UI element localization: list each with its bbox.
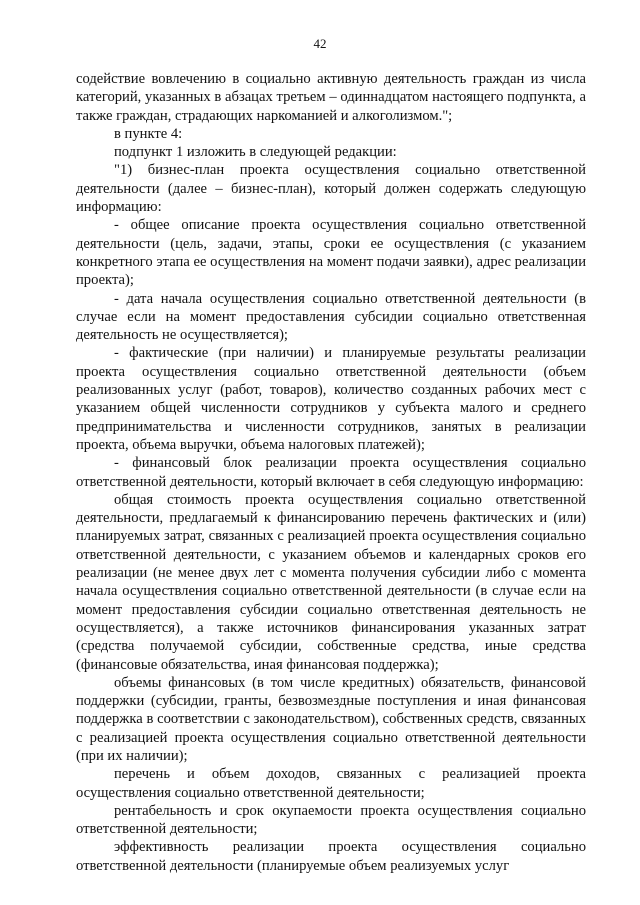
document-body (76, 70, 586, 875)
paragraph: перечень и объем доходов, связанных с реализацией проекта осуществления социально ответственной деятельности; (76, 766, 586, 801)
paragraph: рентабельность и срок окупаемости проекта осуществления социально ответственной деятельности; (76, 802, 586, 838)
page-number: 42 (313, 36, 327, 51)
paragraph: - фактические (при наличии) и планируемые результаты реализации проекта осуществления социально ответственной деятельности (объем реализованных услуг (работ, товаров), количество созданных рабочих мест с указанием общей численности сотрудников у субъекта малого и среднего предпринимательства и численности сотрудников, занятых в реализации проекта, объема выручки, объема налоговых платежей); (76, 345, 586, 453)
paragraph: подпункт 1 изложить в следующей редакции: (114, 144, 397, 161)
paragraph: общая стоимость проекта осуществления социально ответственной деятельности, предлагаемый к финансированию перечень фактических и (или) планируемых затрат, связанных с реализацией проекта осуществления социально ответственной деятельности, с указанием объемов и календарных сроков его реализации (не менее двух лет с момента получения субсидии либо с момента начала осуществления социально ответственной деятельности (в случае если на момент предоставления субсидии социально ответственная деятельность не осуществляется), а также источников финансирования указанных затрат (средства получаемой субсидии, собственные средства, иные средства (финансовые обязательства, иная финансовая поддержка); (76, 491, 586, 673)
paragraph: - дата начала осуществления социально ответственной деятельности (в случае если на момент предоставления субсидии социально ответственная деятельность не осуществляется); (76, 290, 586, 344)
paragraph: содействие вовлечению в социально активную деятельность граждан из числа категорий, указанных в абзацах третьем – одиннадцатом настоящего подпункта, а также граждан, страдающих наркоманией и алкоголизмом."; (76, 71, 586, 124)
paragraph: - финансовый блок реализации проекта осуществления социально ответственной деятельности, который включает в себя следующую информацию: (76, 455, 586, 490)
paragraph: - общее описание проекта осуществления социально ответственной деятельности (цель, задачи, этапы, сроки ее осуществления (с указанием конкретного этапа ее осуществления на момент подачи заявки), адрес реализации проекта); (76, 217, 586, 289)
paragraph: в пункте 4: (114, 125, 183, 142)
paragraph: эффективность реализации проекта осуществления социально ответственной деятельности (планируемые объем реализуемых услуг (76, 839, 586, 874)
paragraph: "1) бизнес-план проекта осуществления социально ответственной деятельности (далее – бизнес-план), который должен содержать следующую информацию: (76, 162, 586, 216)
paragraph: объемы финансовых (в том числе кредитных) обязательств, финансовой поддержки (субсидии, гранты, безвозмездные поступления и иная финансовая поддержка в соответствии с законодательством), собственных средств, связанных с реализацией проекта осуществления социально ответственной деятельности (при их наличии); (76, 674, 586, 764)
